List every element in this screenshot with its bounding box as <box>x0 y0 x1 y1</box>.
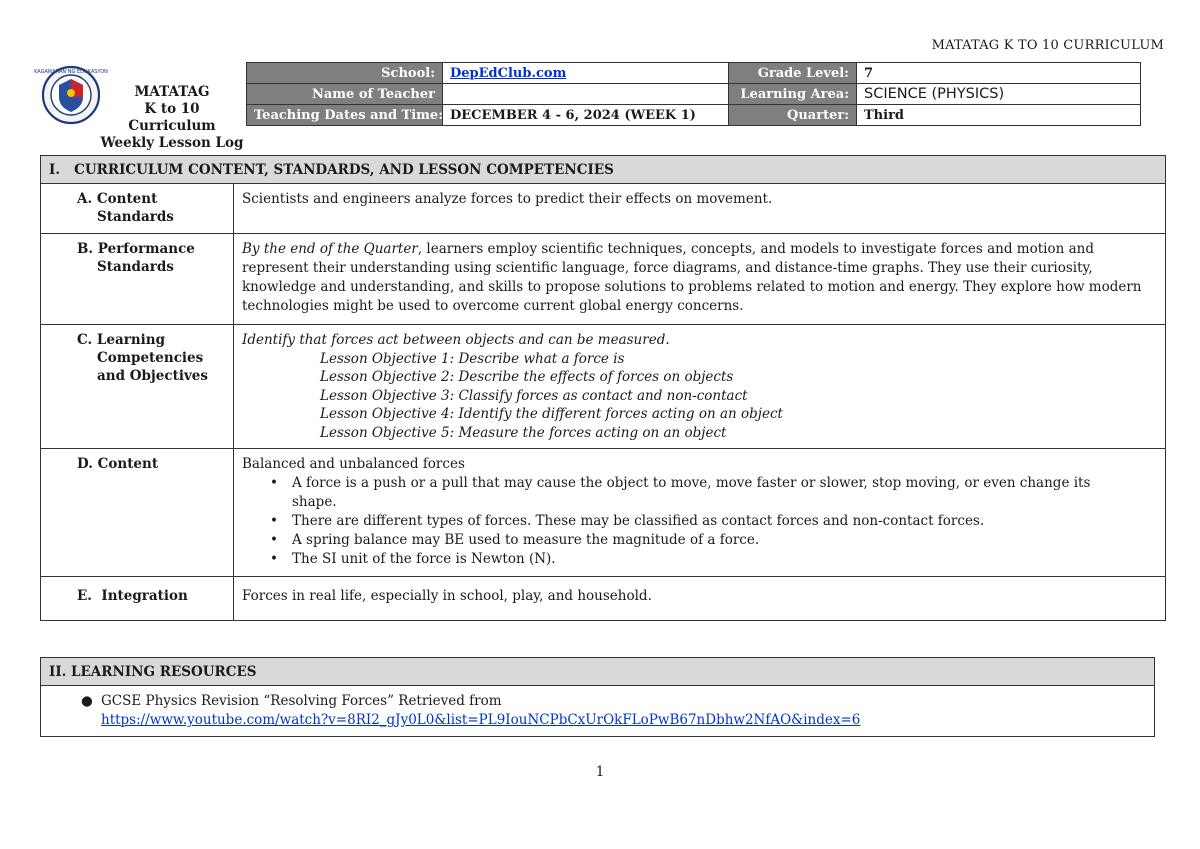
performance-standards-text <box>234 234 1166 325</box>
teacher-value <box>443 84 729 105</box>
brand-line3: Weekly Lesson Log <box>100 135 244 151</box>
content-standards-label-a: A. Content <box>77 191 158 207</box>
lesson-objective: Lesson Objective 2: Describe the effects of forces on objects <box>320 369 734 385</box>
curriculum-section <box>40 155 1166 621</box>
content-bullet: • A force is a push or a pull that may cause the object to move, move faster or slower, stop moving, or even change its shape. <box>292 474 1157 512</box>
section1-title: I. CURRICULUM CONTENT, STANDARDS, AND LESSON COMPETENCIES <box>41 156 1166 184</box>
lesson-objective: Lesson Objective 4: Identify the different forces acting on an object <box>320 406 783 422</box>
competencies-label-c: and Objectives <box>97 368 208 384</box>
grade-value: 7 <box>857 63 1141 84</box>
resource-item <box>41 686 1155 737</box>
performance-standards-label <box>41 234 234 325</box>
lesson-objective: Lesson Objective 1: Describe what a force is <box>320 350 625 367</box>
content-standards-text: Scientists and engineers analyze forces to predict their effects on movement. <box>234 184 1166 234</box>
resource-text: GCSE Physics Revision “Resolving Forces” Retrieved from <box>101 693 502 709</box>
dates-value: DECEMBER 4 - 6, 2024 (WEEK 1) <box>443 105 729 126</box>
school-label: School: <box>247 63 443 84</box>
competencies-label <box>41 325 234 449</box>
content-standards-label-b: Standards <box>97 209 174 225</box>
content-bullet: • The SI unit of the force is Newton (N). <box>292 550 1157 569</box>
content-intro: Balanced and unbalanced forces <box>242 456 465 472</box>
competency-main: Identify that forces act between objects and can be measured. <box>242 332 670 348</box>
grade-label: Grade Level: <box>729 63 857 84</box>
brand-title <box>100 84 244 152</box>
content-label: D. Content <box>41 449 234 577</box>
performance-standards-label-b: Standards <box>97 259 174 275</box>
brand-line1: MATATAG <box>134 84 210 100</box>
quarter-value: Third <box>857 105 1141 126</box>
performance-body: , learners employ scientific techniques, concepts, and models to investigate forces and motion and represent their understanding using scientific language, force diagrams, and distance-time graphs. They use their curiosity, knowledge and understanding, and skills to propose solutions to problems related to motion and energy. They explore how modern technologies might be used to overcome current global energy concerns. <box>242 241 1142 314</box>
performance-lead: By the end of the Quarter <box>242 241 418 257</box>
content-bullet: • A spring balance may BE used to measure the magnitude of a force. <box>292 531 1157 550</box>
bullet-dot-icon: ● <box>81 693 93 709</box>
integration-text: Forces in real life, especially in school, play, and household. <box>234 577 1166 621</box>
area-value: SCIENCE (PHYSICS) <box>857 84 1141 105</box>
dates-label: Teaching Dates and Time: <box>247 105 443 126</box>
competencies-label-a: C. Learning <box>77 332 166 348</box>
brand-line2: K to 10 Curriculum <box>128 101 216 134</box>
svg-text:KAGAWARAN NG EDUKASYON: KAGAWARAN NG EDUKASYON <box>34 69 108 75</box>
learning-resources-section <box>40 657 1155 737</box>
quarter-label: Quarter: <box>729 105 857 126</box>
resource-link[interactable]: https://www.youtube.com/watch?v=8RI2_gJy0L0&list=PL9IouNCPbCxUrOkFLoPwB67nDbhw2NfAO&index=6 <box>101 712 861 728</box>
header-info-table <box>246 62 1141 126</box>
content-standards-label <box>41 184 234 234</box>
deped-seal-logo <box>34 63 108 127</box>
content-text <box>234 449 1166 577</box>
competencies-label-b: Competencies <box>97 350 204 366</box>
school-link[interactable]: DepEdClub.com <box>450 65 567 81</box>
area-label: Learning Area: <box>729 84 857 105</box>
page-number: 1 <box>595 764 605 780</box>
teacher-label: Name of Teacher <box>247 84 443 105</box>
lesson-objective: Lesson Objective 3: Classify forces as contact and non-contact <box>320 387 748 404</box>
lesson-objective: Lesson Objective 5: Measure the forces acting on an object <box>320 424 727 441</box>
competencies-text <box>234 325 1166 449</box>
content-bullet: • There are different types of forces. These may be classified as contact forces and non-contact forces. <box>292 512 1157 531</box>
performance-standards-label-a: B. Performance <box>77 241 195 257</box>
section2-title: II. LEARNING RESOURCES <box>41 658 1155 686</box>
integration-label: E. Integration <box>41 577 234 621</box>
page-header: MATATAG K TO 10 CURRICULUM <box>931 38 1164 53</box>
